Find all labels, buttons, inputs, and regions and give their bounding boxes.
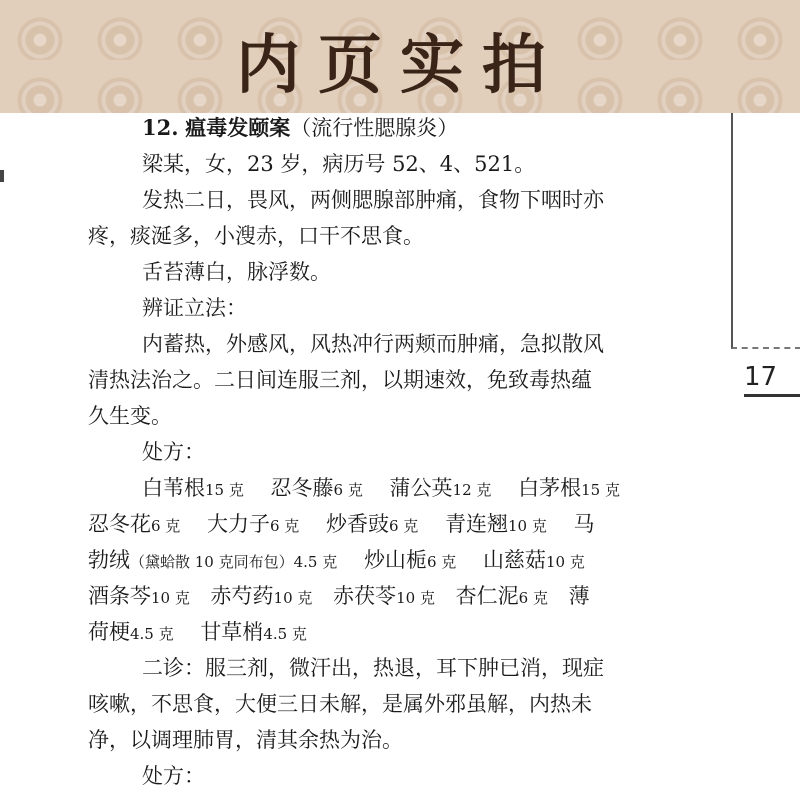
herb-name: 蒲公英 [389, 476, 453, 500]
herb-dose: 6 克 [151, 517, 181, 535]
herb-name: 杏仁泥 [455, 584, 519, 608]
diagnosis-line-2: 清热法治之。二日间连服三剂，以期速效，免致毒热蕴 [88, 368, 592, 392]
herb-dose: 4.5 克 [263, 625, 307, 643]
herb-name: 甘草梢 [200, 620, 264, 644]
herb-name: 赤茯苓 [333, 584, 397, 608]
diagnosis-line-1: 内蓄热，外感风，风热冲行两颊而肿痛，急拟散风 [142, 332, 604, 356]
page-number: 17 [744, 362, 778, 392]
prescription-line-1 [88, 470, 718, 506]
prescription-line-3 [88, 542, 718, 578]
diagnosis-label: 辨证立法： [142, 296, 247, 320]
document-body [88, 110, 718, 794]
herb-name: 炒山栀 [363, 548, 427, 572]
herb-name: 白苇根 [142, 476, 205, 500]
herb-name: 酒条芩 [88, 584, 151, 608]
prescription-label: 处方： [142, 440, 205, 464]
herb-dose: 15 克 [205, 481, 244, 499]
herb-name: 勃绒 [88, 548, 130, 572]
prescription-label-2: 处方： [142, 764, 205, 788]
header-banner [0, 0, 800, 113]
patient-info: 梁某，女，23 岁，病历号 52、4、521。 [142, 152, 536, 176]
herb-dose: 6 克 [426, 553, 457, 571]
herb-dose: 12 克 [452, 481, 492, 499]
herb-dose: 10 克 [273, 589, 313, 607]
prescription-line-5 [88, 614, 718, 650]
herb-dose: 6 克 [270, 517, 300, 535]
second-visit-line-1: 二诊：服三剂，微汗出，热退，耳下肿已消，现症 [142, 656, 604, 680]
second-visit-line-3: 净，以调理肺胃，清其余热为治。 [88, 728, 403, 752]
case-number: 12. [142, 115, 179, 140]
second-visit-line-2: 咳嗽，不思食，大便三日未解，是属外邪虽解，内热未 [88, 692, 592, 716]
herb-dose: 10 克 [151, 589, 190, 607]
herb-name: 炒香豉 [326, 512, 389, 536]
herb-dose: 6 克 [518, 589, 548, 607]
herb-name: 山慈菇 [482, 548, 546, 572]
herb-name: 薄 [568, 584, 590, 608]
herb-name: 赤芍药 [210, 584, 274, 608]
symptoms-line-1: 发热二日，畏风，两侧腮腺部肿痛，食物下咽时亦 [142, 188, 604, 212]
herb-name: 忍冬花 [88, 512, 151, 536]
symptoms-line-2: 疼，痰涎多，小溲赤，口干不思食。 [88, 224, 424, 248]
tongue-pulse: 舌苔薄白，脉浮数。 [142, 260, 331, 284]
herb-dose: 15 克 [581, 481, 620, 499]
case-title: 瘟毒发颐案 [185, 115, 291, 140]
banner-title: 内页实拍 [236, 28, 564, 103]
herb-name: 青连翘 [445, 512, 508, 536]
herb-name: 白茅根 [518, 476, 582, 500]
herb-name: 荷梗 [88, 620, 130, 644]
herb-dose: 10 克 [396, 589, 435, 607]
case-heading [88, 110, 718, 146]
page-number-rule [744, 394, 800, 397]
herb-name: 马 [573, 512, 595, 536]
herb-dose: 10 克 [508, 517, 547, 535]
side-frame [731, 113, 800, 349]
herb-name: 大力子 [207, 512, 270, 536]
herb-dose: 6 克 [333, 481, 363, 499]
herb-dose: 4.5 克 [130, 625, 174, 643]
diagnosis-line-3: 久生变。 [88, 404, 172, 428]
prescription-line-4 [88, 578, 718, 614]
herb-dose: 10 克 [545, 553, 585, 571]
herb-name: 忍冬藤 [270, 476, 334, 500]
margin-mark [0, 170, 4, 182]
prescription-line-2 [88, 506, 718, 542]
herb-dose: （黛蛤散 10 克同布包）4.5 克 [130, 553, 338, 571]
herb-dose: 6 克 [389, 517, 419, 535]
case-subtitle: （流行性腮腺炎） [290, 116, 459, 140]
